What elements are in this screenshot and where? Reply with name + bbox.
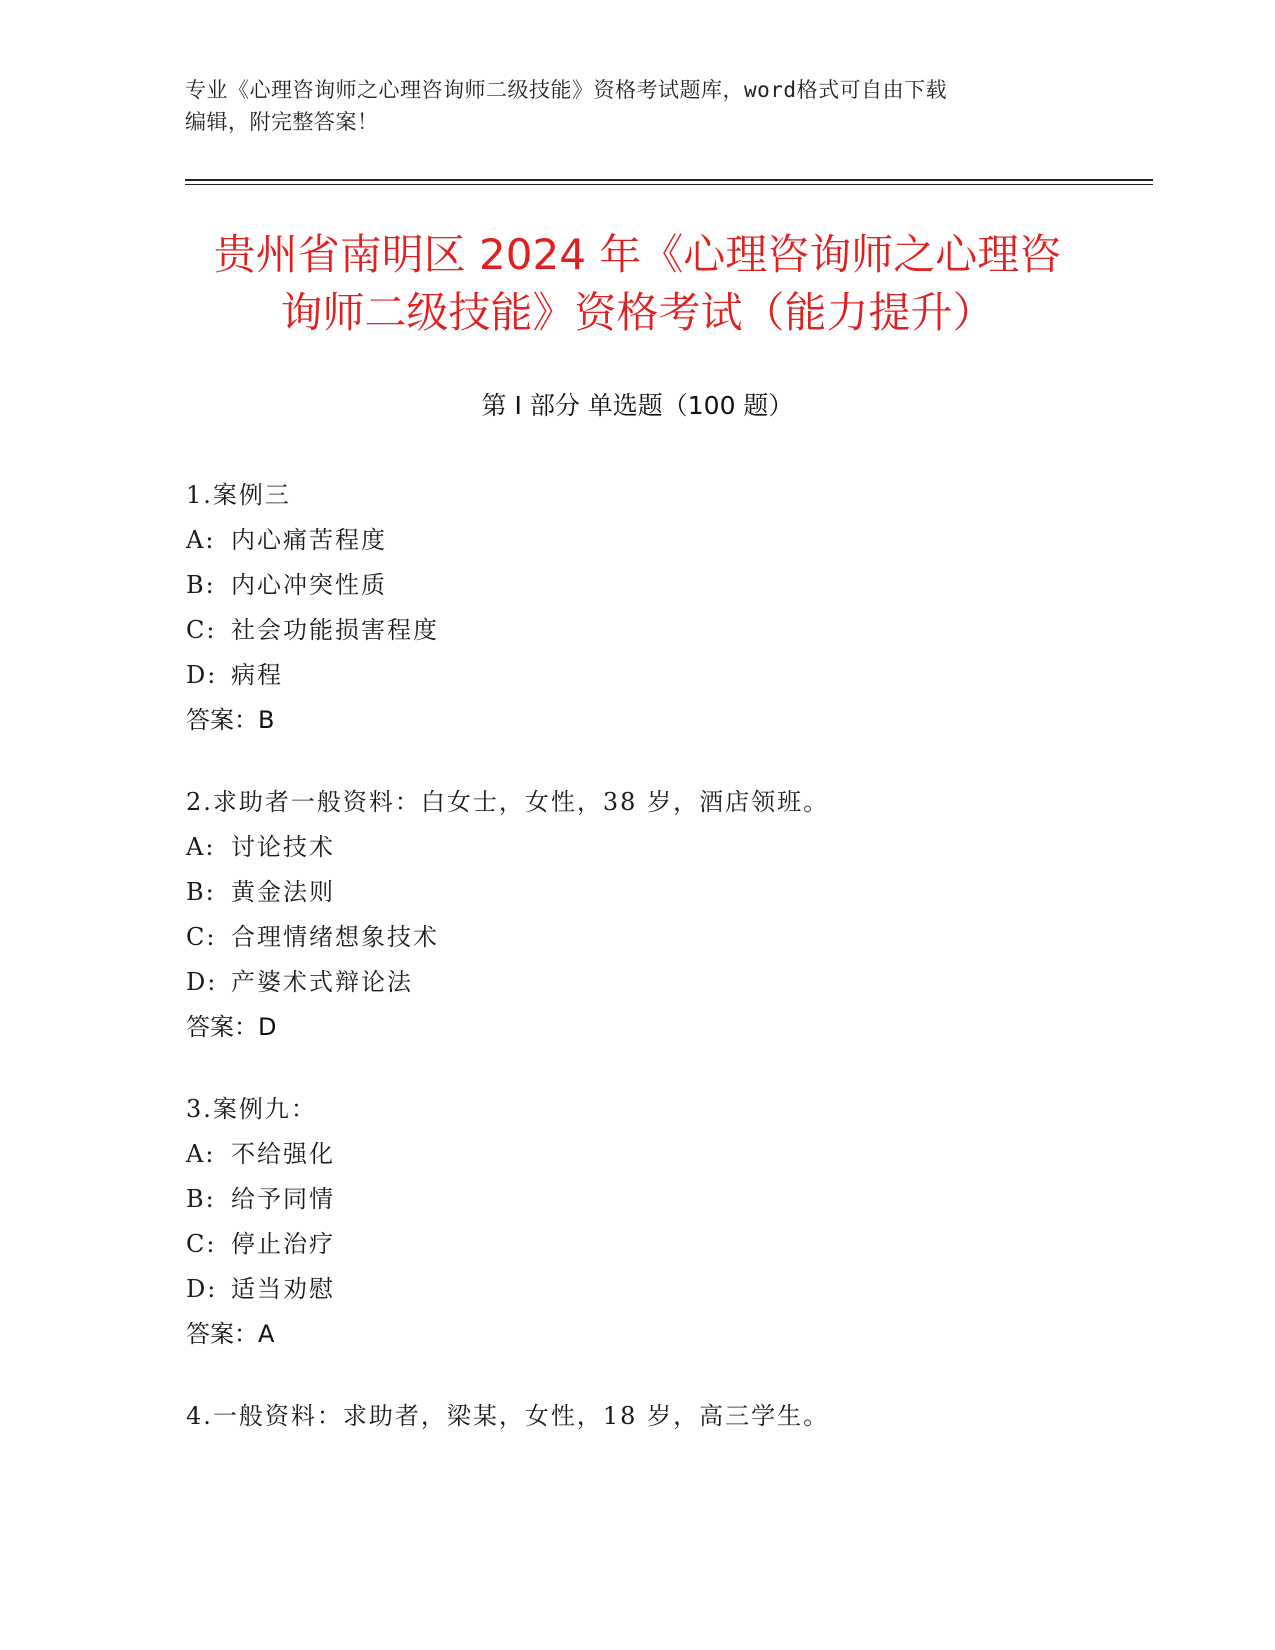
option-text: 合理情绪想象技术 (231, 923, 439, 951)
option-key: A: (186, 833, 216, 861)
option-text: 黄金法则 (231, 878, 335, 906)
option-text: 讨论技术 (231, 833, 335, 861)
question-option (186, 518, 1136, 563)
option-key: D: (186, 661, 218, 689)
question-stem: 1.案例三 (186, 481, 291, 509)
option-key: B: (186, 878, 216, 906)
question-stem: 2.求助者一般资料：白女士，女性，38 岁，酒店领班。 (186, 788, 830, 816)
question-item (186, 473, 1136, 743)
question-option (186, 1132, 1136, 1177)
option-key: C: (186, 923, 217, 951)
header-note-line-2: 编辑，附完整答案！ (185, 110, 379, 134)
section-heading: 第 I 部分 单选题（100 题） (481, 391, 794, 420)
question-option (186, 825, 1136, 870)
option-key: B: (186, 571, 216, 599)
question-option (186, 608, 1136, 653)
option-text: 病程 (231, 661, 283, 689)
header-note-line-1: 专业《心理咨询师之心理咨询师二级技能》资格考试题库，word格式可自由下载 (185, 78, 948, 102)
question-option (186, 653, 1136, 698)
question-option (186, 563, 1136, 608)
option-text: 产婆术式辩论法 (231, 968, 413, 996)
question-item (186, 1394, 1136, 1439)
option-text: 停止治疗 (231, 1230, 335, 1258)
header-note (185, 74, 1085, 138)
question-answer: 答案：B (186, 706, 275, 734)
header-divider (185, 179, 1153, 185)
question-option (186, 1267, 1136, 1312)
option-text: 给予同情 (231, 1185, 335, 1213)
option-text: 适当劝慰 (231, 1275, 335, 1303)
document-title-line-2: 询师二级技能》资格考试（能力提升） (280, 288, 995, 337)
header-divider-thin (185, 184, 1153, 185)
option-key: A: (186, 526, 216, 554)
question-option (186, 1222, 1136, 1267)
option-text: 内心冲突性质 (231, 571, 387, 599)
header-divider-thick (185, 179, 1153, 181)
question-item (186, 1087, 1136, 1357)
option-text: 不给强化 (231, 1140, 335, 1168)
question-option (186, 915, 1136, 960)
question-option (186, 960, 1136, 1005)
document-title-line-1: 贵州省南明区 2024 年《心理咨询师之心理咨 (213, 230, 1062, 279)
question-item (186, 780, 1136, 1050)
question-option (186, 1177, 1136, 1222)
option-key: C: (186, 1230, 217, 1258)
option-key: B: (186, 1185, 216, 1213)
option-key: D: (186, 1275, 218, 1303)
question-stem: 3.案例九： (186, 1095, 317, 1123)
question-list (186, 473, 1136, 1476)
option-key: D: (186, 968, 218, 996)
document-title (150, 226, 1125, 342)
option-key: A: (186, 1140, 216, 1168)
option-text: 内心痛苦程度 (231, 526, 387, 554)
question-answer: 答案：D (186, 1013, 277, 1041)
option-key: C: (186, 616, 217, 644)
question-stem: 4.一般资料：求助者，梁某，女性，18 岁，高三学生。 (186, 1402, 830, 1430)
question-answer: 答案：A (186, 1320, 275, 1348)
option-text: 社会功能损害程度 (231, 616, 439, 644)
question-option (186, 870, 1136, 915)
